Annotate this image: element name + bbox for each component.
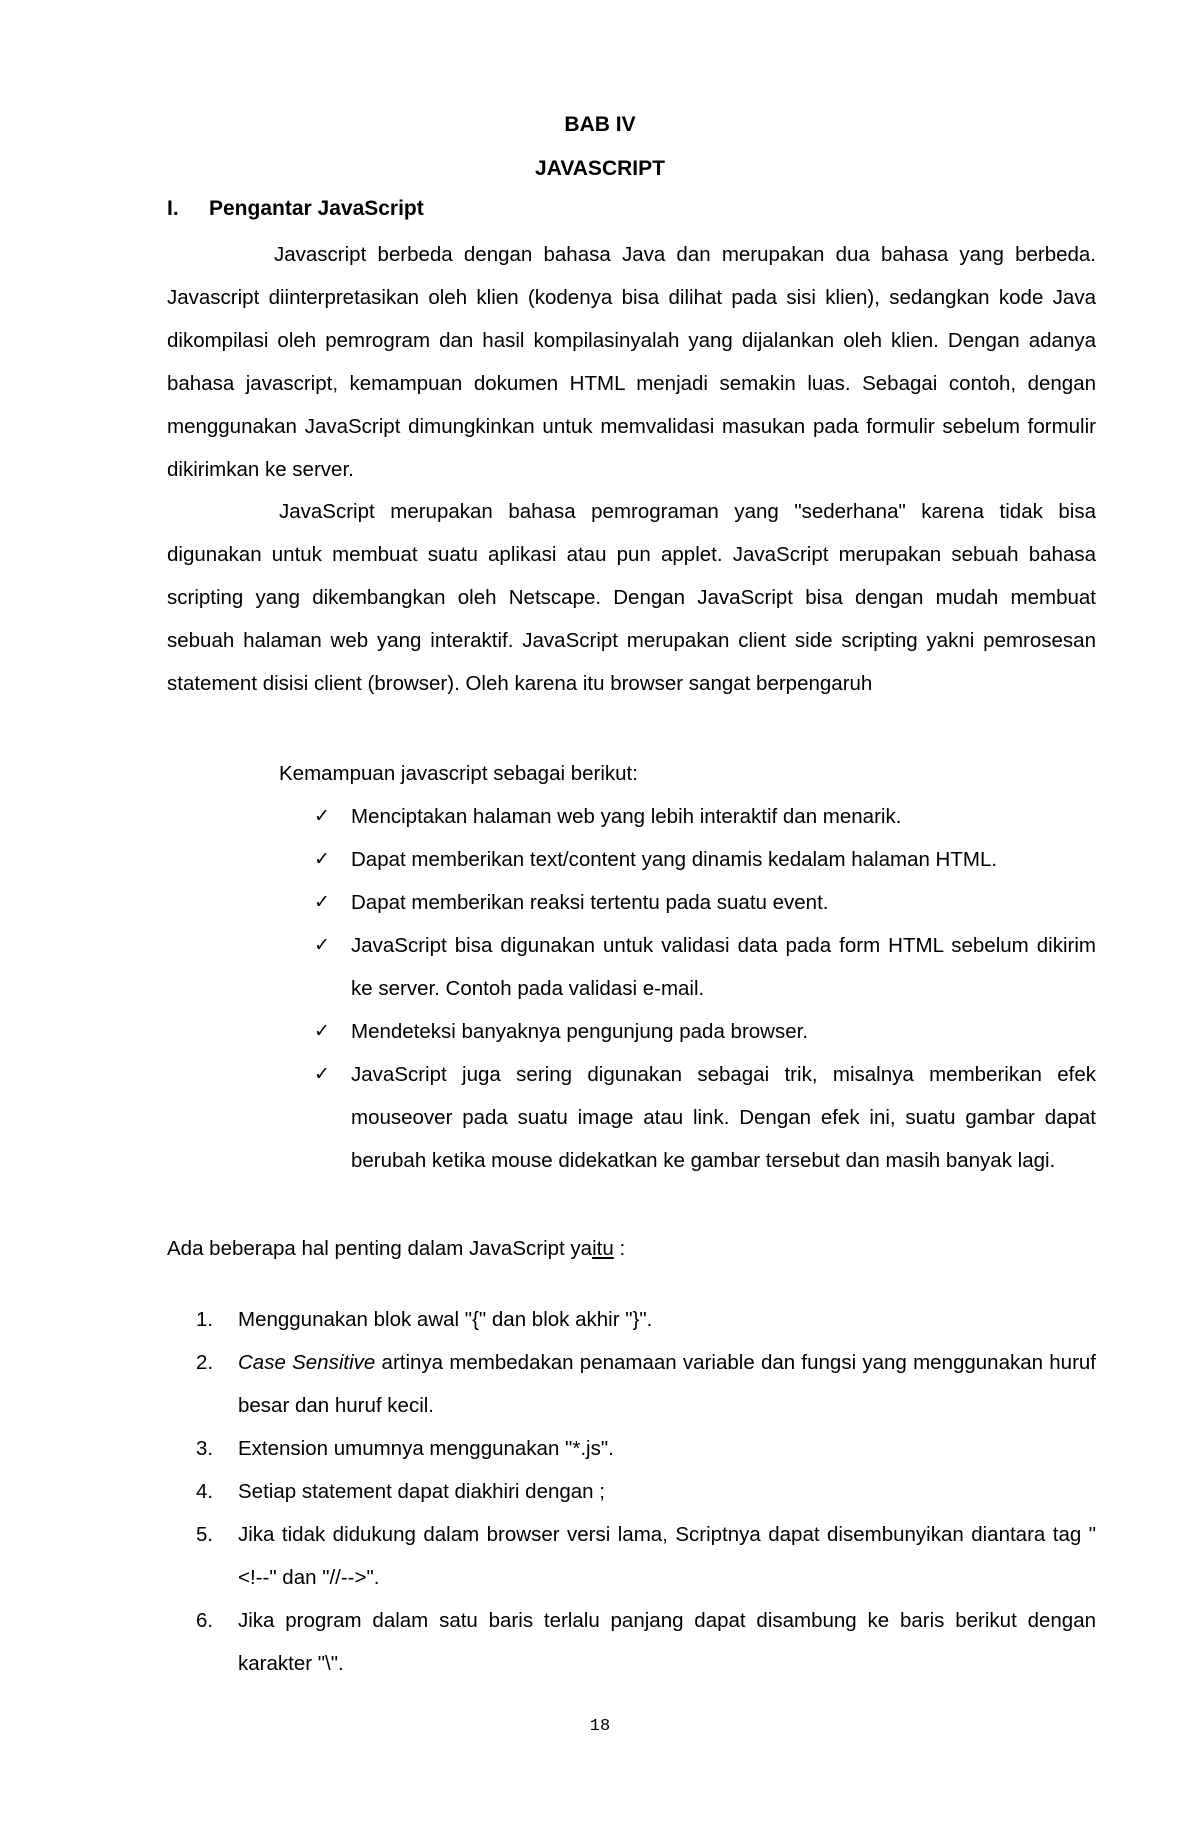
capability-text: JavaScript bisa digunakan untuk validasi data pada form HTML sebelum dikirim ke server. Contoh pada validasi e-mail. <box>351 934 1096 1000</box>
list-item <box>314 1010 1096 1053</box>
item-number: 4. <box>196 1480 214 1503</box>
item-text: artinya membedakan penamaan variable dan fungsi yang menggunakan huruf besar dan huruf kecil. <box>238 1351 1097 1417</box>
checkmark-icon: ✓ <box>314 1020 330 1042</box>
important-points-intro <box>167 1227 625 1270</box>
paragraph-3 <box>279 752 1096 795</box>
list-item <box>314 1053 1096 1182</box>
capability-text: Dapat memberikan reaksi tertentu pada suatu event. <box>351 891 829 914</box>
checkmark-icon: ✓ <box>314 1063 330 1085</box>
list-item <box>196 1599 1096 1685</box>
paragraph-2 <box>167 490 1096 705</box>
item-text: Jika program dalam satu baris terlalu panjang dapat disambung ke baris berikut dengan karakter "\". <box>238 1609 1096 1675</box>
section-number: I. <box>167 197 179 220</box>
item-text: Menggunakan blok awal "{" dan blok akhir "}". <box>238 1308 653 1331</box>
item-emphasis: Case Sensitive <box>238 1351 376 1374</box>
item-text: Setiap statement dapat diakhiri dengan ; <box>238 1480 605 1503</box>
list-item <box>196 1341 1096 1427</box>
list-item <box>314 795 1096 838</box>
list-item <box>314 838 1096 881</box>
intro-text-start: Ada beberapa hal penting dalam JavaScript ya <box>167 1237 593 1260</box>
section-heading <box>167 196 424 222</box>
paragraph-2-text: JavaScript merupakan bahasa pemrograman yang "sederhana" karena tidak bisa digunakan untuk membuat suatu aplikasi atau pun applet. JavaScript merupakan sebuah bahasa scripting yang dikembangkan oleh Netscape. Dengan JavaScript bisa dengan mudah membuat sebuah halaman web yang interaktif. JavaScript merupakan client side scripting yakni pemrosesan statement disisi client (browser). Oleh karena itu browser sangat berpengaruh <box>167 500 1096 695</box>
list-item <box>196 1470 1096 1513</box>
chapter-title: JAVASCRIPT <box>535 157 665 180</box>
capability-text: JavaScript juga sering digunakan sebagai trik, misalnya memberikan efek mouseover pada suatu image atau link. Dengan efek ini, suatu gambar dapat berubah ketika mouse didekatkan ke gambar tersebut dan masih banyak lagi. <box>351 1063 1096 1172</box>
list-item <box>196 1513 1096 1599</box>
item-number: 2. <box>196 1351 214 1374</box>
intro-text-underlined: itu <box>592 1237 614 1260</box>
capabilities-list <box>314 795 1096 1182</box>
item-number: 1. <box>196 1308 214 1331</box>
checkmark-icon: ✓ <box>314 805 330 827</box>
list-item <box>196 1298 1096 1341</box>
paragraph-1-text: Javascript berbeda dengan bahasa Java dan merupakan dua bahasa yang berbeda. Javascript diinterpretasikan oleh klien (kodenya bisa dilihat pada sisi klien), sedangkan kode Java dikompilasi oleh pemrogram dan hasil kompilasinyalah yang dijalankan oleh klien. Dengan adanya bahasa javascript, kemampuan dokumen HTML menjadi semakin luas. Sebagai contoh, dengan menggunakan JavaScript dimungkinkan untuk memvalidasi masukan pada formulir sebelum formulir dikirimkan ke server. <box>167 243 1096 481</box>
item-text: Jika tidak didukung dalam browser versi lama, Scriptnya dapat disembunyikan diantara tag "<!--" dan "//-->". <box>238 1523 1096 1589</box>
paragraph-1 <box>167 233 1096 491</box>
chapter-label: BAB IV <box>564 113 636 136</box>
page-number: 18 <box>589 1717 611 1736</box>
capability-text: Dapat memberikan text/content yang dinamis kedalam halaman HTML. <box>351 848 998 871</box>
item-number: 6. <box>196 1609 214 1632</box>
checkmark-icon: ✓ <box>314 934 330 956</box>
item-number: 5. <box>196 1523 214 1546</box>
paragraph-3-text: Kemampuan javascript sebagai berikut: <box>279 762 638 785</box>
checkmark-icon: ✓ <box>314 891 330 913</box>
checkmark-icon: ✓ <box>314 848 330 870</box>
intro-text-end: : <box>613 1237 626 1260</box>
list-item <box>314 924 1096 1010</box>
list-item <box>314 881 1096 924</box>
list-item <box>196 1427 1096 1470</box>
item-number: 3. <box>196 1437 214 1460</box>
important-points-list <box>196 1298 1096 1685</box>
capability-text: Mendeteksi banyaknya pengunjung pada browser. <box>351 1020 809 1043</box>
item-text: Extension umumnya menggunakan "*.js". <box>238 1437 614 1460</box>
capability-text: Menciptakan halaman web yang lebih interaktif dan menarik. <box>351 805 902 828</box>
section-heading-text: Pengantar JavaScript <box>209 197 424 220</box>
